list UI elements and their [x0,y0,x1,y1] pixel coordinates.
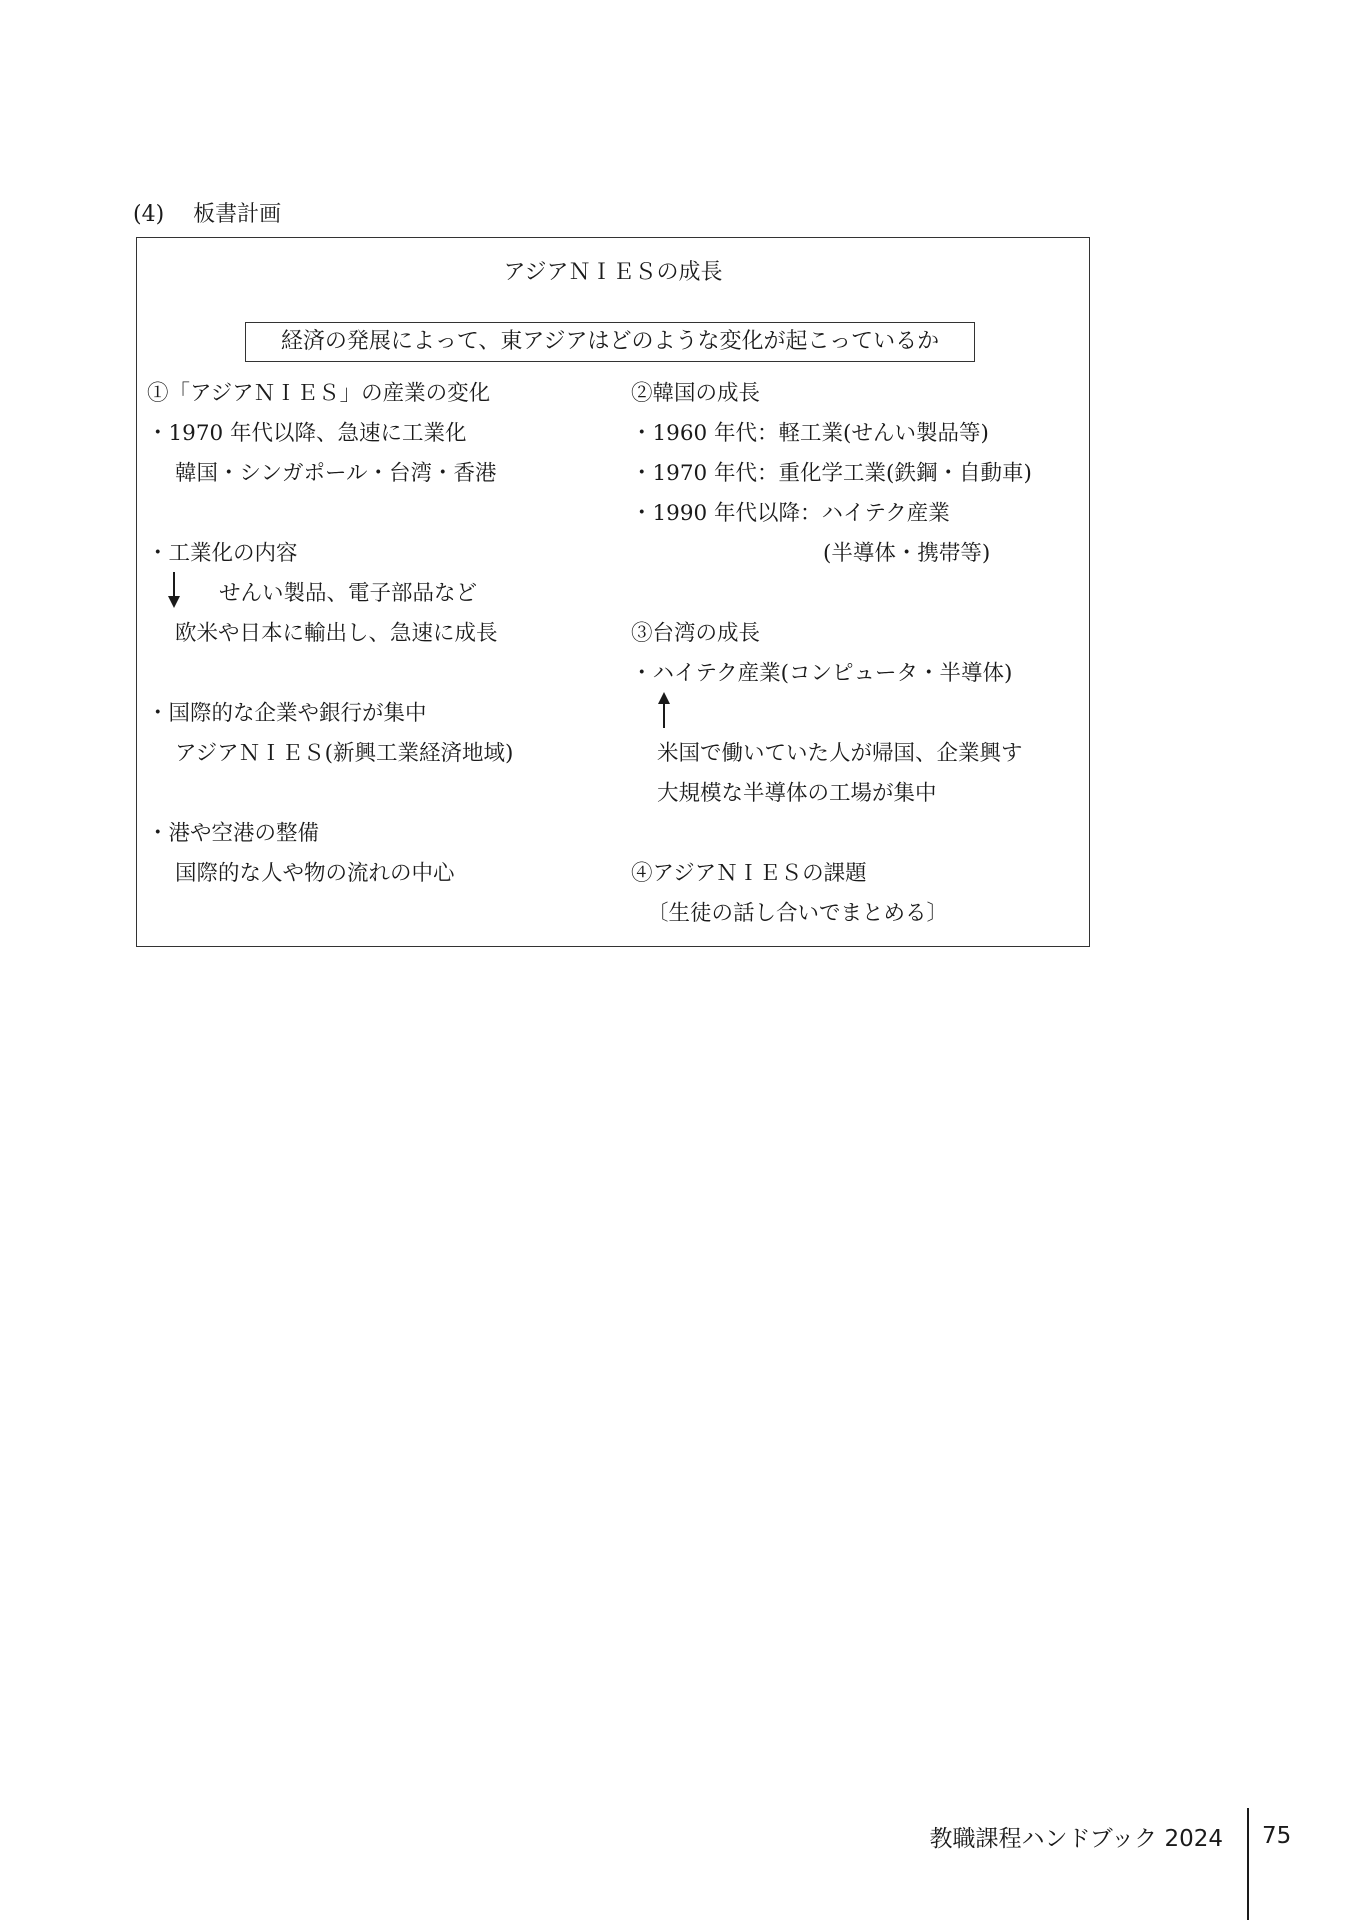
issues-note: 〔生徒の話し合いでまとめる〕 [647,901,949,926]
section-heading: (4) 板書計画 [133,202,282,227]
korea-item-2: ・1970 年代：重化学工業(鉄鋼・自動車) [631,461,1032,486]
question-box: 経済の発展によって、東アジアはどのような変化が起こっているか [245,322,975,362]
left-bullet-4-sub: 国際的な人や物の流れの中心 [175,861,455,886]
arrow-up-icon [657,692,671,728]
issues-heading: ④アジアＮＩＥＳの課題 [631,861,867,886]
left-bullet-3: ・国際的な企業や銀行が集中 [147,701,427,726]
arrow-down-icon [167,572,181,608]
korea-heading: ②韓国の成長 [631,381,761,406]
left-heading: ①「アジアＮＩＥＳ」の産業の変化 [147,381,491,406]
left-bullet-1: ・1970 年代以降、急速に工業化 [147,421,467,446]
footer-divider [1247,1808,1249,1920]
taiwan-note-2: 大規模な半導体の工場が集中 [657,781,937,806]
left-bullet-2-arrow-note: せんい製品、電子部品など [219,581,478,606]
handbook-title: 教職課程ハンドブック 2024 [929,1825,1223,1852]
left-bullet-2: ・工業化の内容 [147,541,298,566]
left-bullet-3-sub: アジアＮＩＥＳ(新興工業経済地域) [175,741,514,766]
korea-item-3: ・1990 年代以降：ハイテク産業 [631,501,950,526]
board-plan [136,237,1090,947]
taiwan-item-1: ・ハイテク産業(コンピュータ・半導体) [631,661,1013,686]
taiwan-note-1: 米国で働いていた人が帰国、企業興す [657,741,1023,766]
left-bullet-1-sub: 韓国・シンガポール・台湾・香港 [175,461,497,486]
korea-item-3-sub: (半導体・携帯等) [823,541,991,566]
left-bullet-2-result: 欧米や日本に輸出し、急速に成長 [175,621,498,646]
taiwan-heading: ③台湾の成長 [631,621,761,646]
page-number: 75 [1262,1823,1292,1849]
footer-title [929,1816,1235,1856]
korea-item-1: ・1960 年代：軽工業(せんい製品等) [631,421,989,446]
left-bullet-4: ・港や空港の整備 [147,821,320,846]
board-title: アジアＮＩＥＳの成長 [503,260,723,285]
